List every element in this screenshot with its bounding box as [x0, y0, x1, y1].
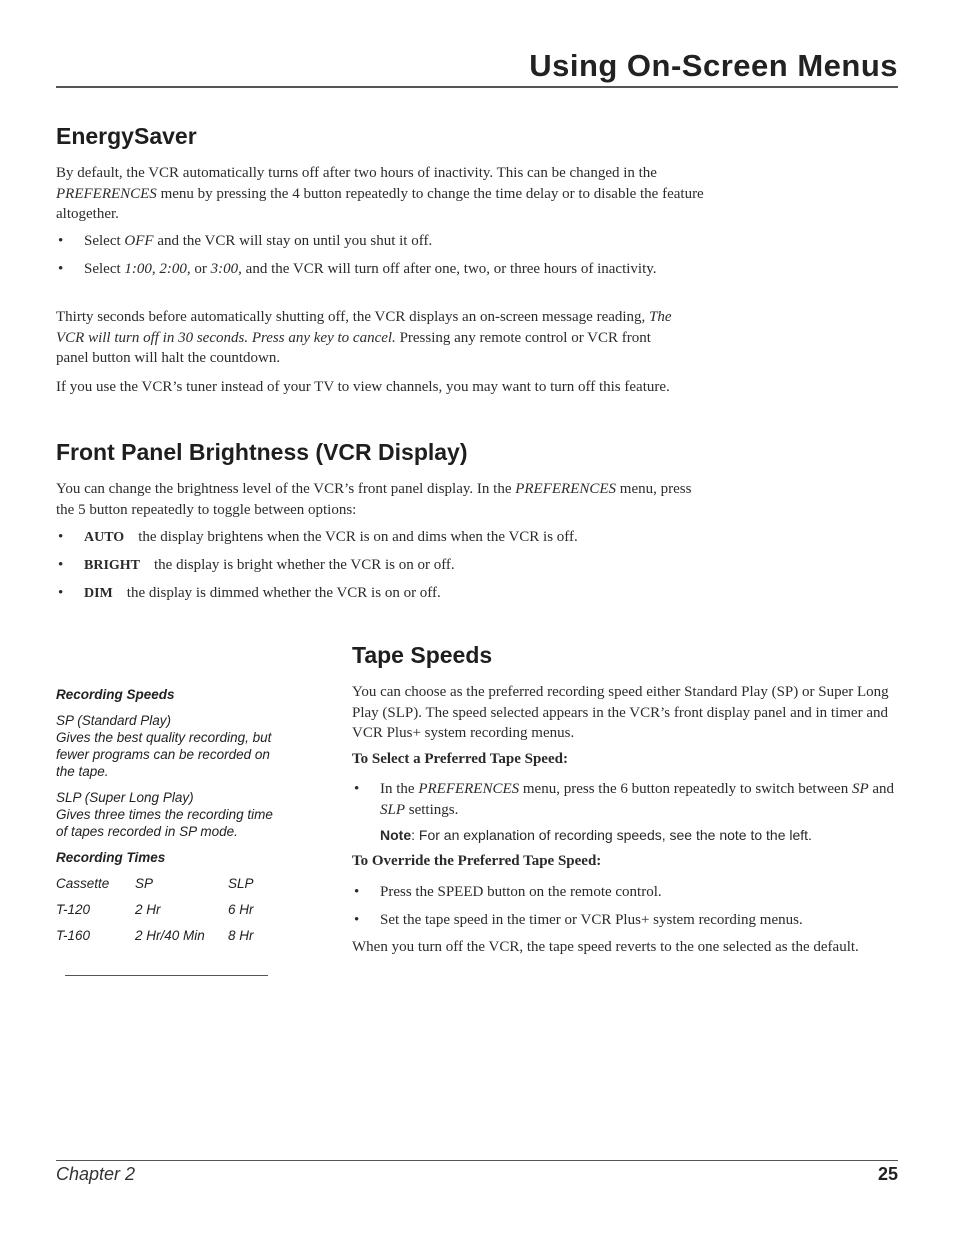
- list-item: • In the PREFERENCES menu, press the 6 button repeatedly to switch between SP and SLP settings.: [352, 779, 902, 821]
- footer-chapter: Chapter 2: [56, 1164, 136, 1184]
- table-cell: T-120: [56, 902, 91, 917]
- sidebar-slp-note: SLP (Super Long Play) Gives three times the recording time of tapes recorded in SP mode.: [56, 790, 273, 839]
- sidebar-sp-note: SP (Standard Play) Gives the best quality recording, but fewer programs can be recorded on the tape.: [56, 713, 272, 779]
- table-cell: 2 Hr: [135, 902, 161, 917]
- override-speed-list: [352, 882, 902, 938]
- table-header: SP: [135, 876, 154, 891]
- sidebar-heading-speeds: Recording Speeds: [56, 687, 175, 702]
- list-item: • Select 1:00, 2:00, or 3:00, and the VCR will turn off after one, two, or three hours of inactivity.: [56, 259, 696, 280]
- header-rule: [56, 86, 898, 88]
- list-item: • AUTO the display brightens when the VCR is on and dims when the VCR is off.: [56, 527, 756, 548]
- energysaver-paragraph-1: By default, the VCR automatically turns off after two hours of inactivity. This can be changed in the PREFERENCES menu by pressing the 4 button repeatedly to change the time delay or to disable the feature altogether.: [56, 165, 704, 222]
- tape-speeds-paragraph: You can choose as the preferred recording speed either Standard Play (SP) or Super Long Play (SLP). The speed selected appears in the VCR’s front display panel and in timer and VCR Plus+ system recording menus.: [352, 684, 889, 741]
- recording-times-table: [56, 875, 254, 953]
- page-header-title: Using On-Screen Menus: [529, 48, 898, 83]
- energysaver-options-list: [56, 231, 696, 287]
- brightness-options-list: [56, 527, 756, 611]
- table-header: Cassette: [56, 876, 110, 891]
- list-item: • BRIGHT the display is bright whether the VCR is on or off.: [56, 555, 756, 576]
- brightness-heading: Front Panel Brightness (VCR Display): [56, 439, 468, 465]
- note-text: Note: For an explanation of recording speeds, see the note to the left.: [380, 827, 812, 843]
- select-speed-subheading: To Select a Preferred Tape Speed:: [352, 751, 568, 767]
- table-cell: 2 Hr/40 Min: [135, 928, 205, 943]
- table-header-row: [56, 875, 254, 901]
- table-row: [56, 901, 254, 927]
- table-cell: T-160: [56, 928, 91, 943]
- table-header: SLP: [228, 876, 254, 891]
- table-row: [56, 927, 254, 953]
- brightness-paragraph: You can change the brightness level of the VCR’s front panel display. In the PREFERENCES menu, press the 5 button repeatedly to toggle between options:: [56, 481, 692, 518]
- recording-speeds-sidebar: [56, 686, 276, 953]
- table-cell: 8 Hr: [228, 928, 254, 943]
- list-item: • Select OFF and the VCR will stay on until you shut it off.: [56, 231, 696, 252]
- energysaver-paragraph-3: If you use the VCR’s tuner instead of your TV to view channels, you may want to turn off this feature.: [56, 379, 670, 395]
- tape-speeds-heading: Tape Speeds: [352, 642, 493, 668]
- list-item: • Set the tape speed in the timer or VCR Plus+ system recording menus.: [352, 910, 902, 931]
- tape-speeds-closing-paragraph: When you turn off the VCR, the tape speed reverts to the one selected as the default.: [352, 939, 859, 955]
- footer-rule: [56, 1160, 898, 1161]
- sidebar-rule: [65, 975, 268, 976]
- energysaver-heading: EnergySaver: [56, 123, 197, 149]
- select-speed-list: [352, 779, 902, 828]
- list-item: • DIM the display is dimmed whether the VCR is on or off.: [56, 583, 756, 604]
- page-number: 25: [877, 1164, 898, 1184]
- list-item: • Press the SPEED button on the remote control.: [352, 882, 902, 903]
- override-speed-subheading: To Override the Preferred Tape Speed:: [352, 853, 602, 869]
- energysaver-paragraph-2: Thirty seconds before automatically shutting off, the VCR displays an on-screen message reading, The VCR will turn off in 30 seconds. Press any key to cancel. Pressing any remote control or VCR front panel button will halt the countdown.: [56, 309, 672, 366]
- table-cell: 6 Hr: [228, 902, 254, 917]
- sidebar-heading-times: Recording Times: [56, 850, 166, 865]
